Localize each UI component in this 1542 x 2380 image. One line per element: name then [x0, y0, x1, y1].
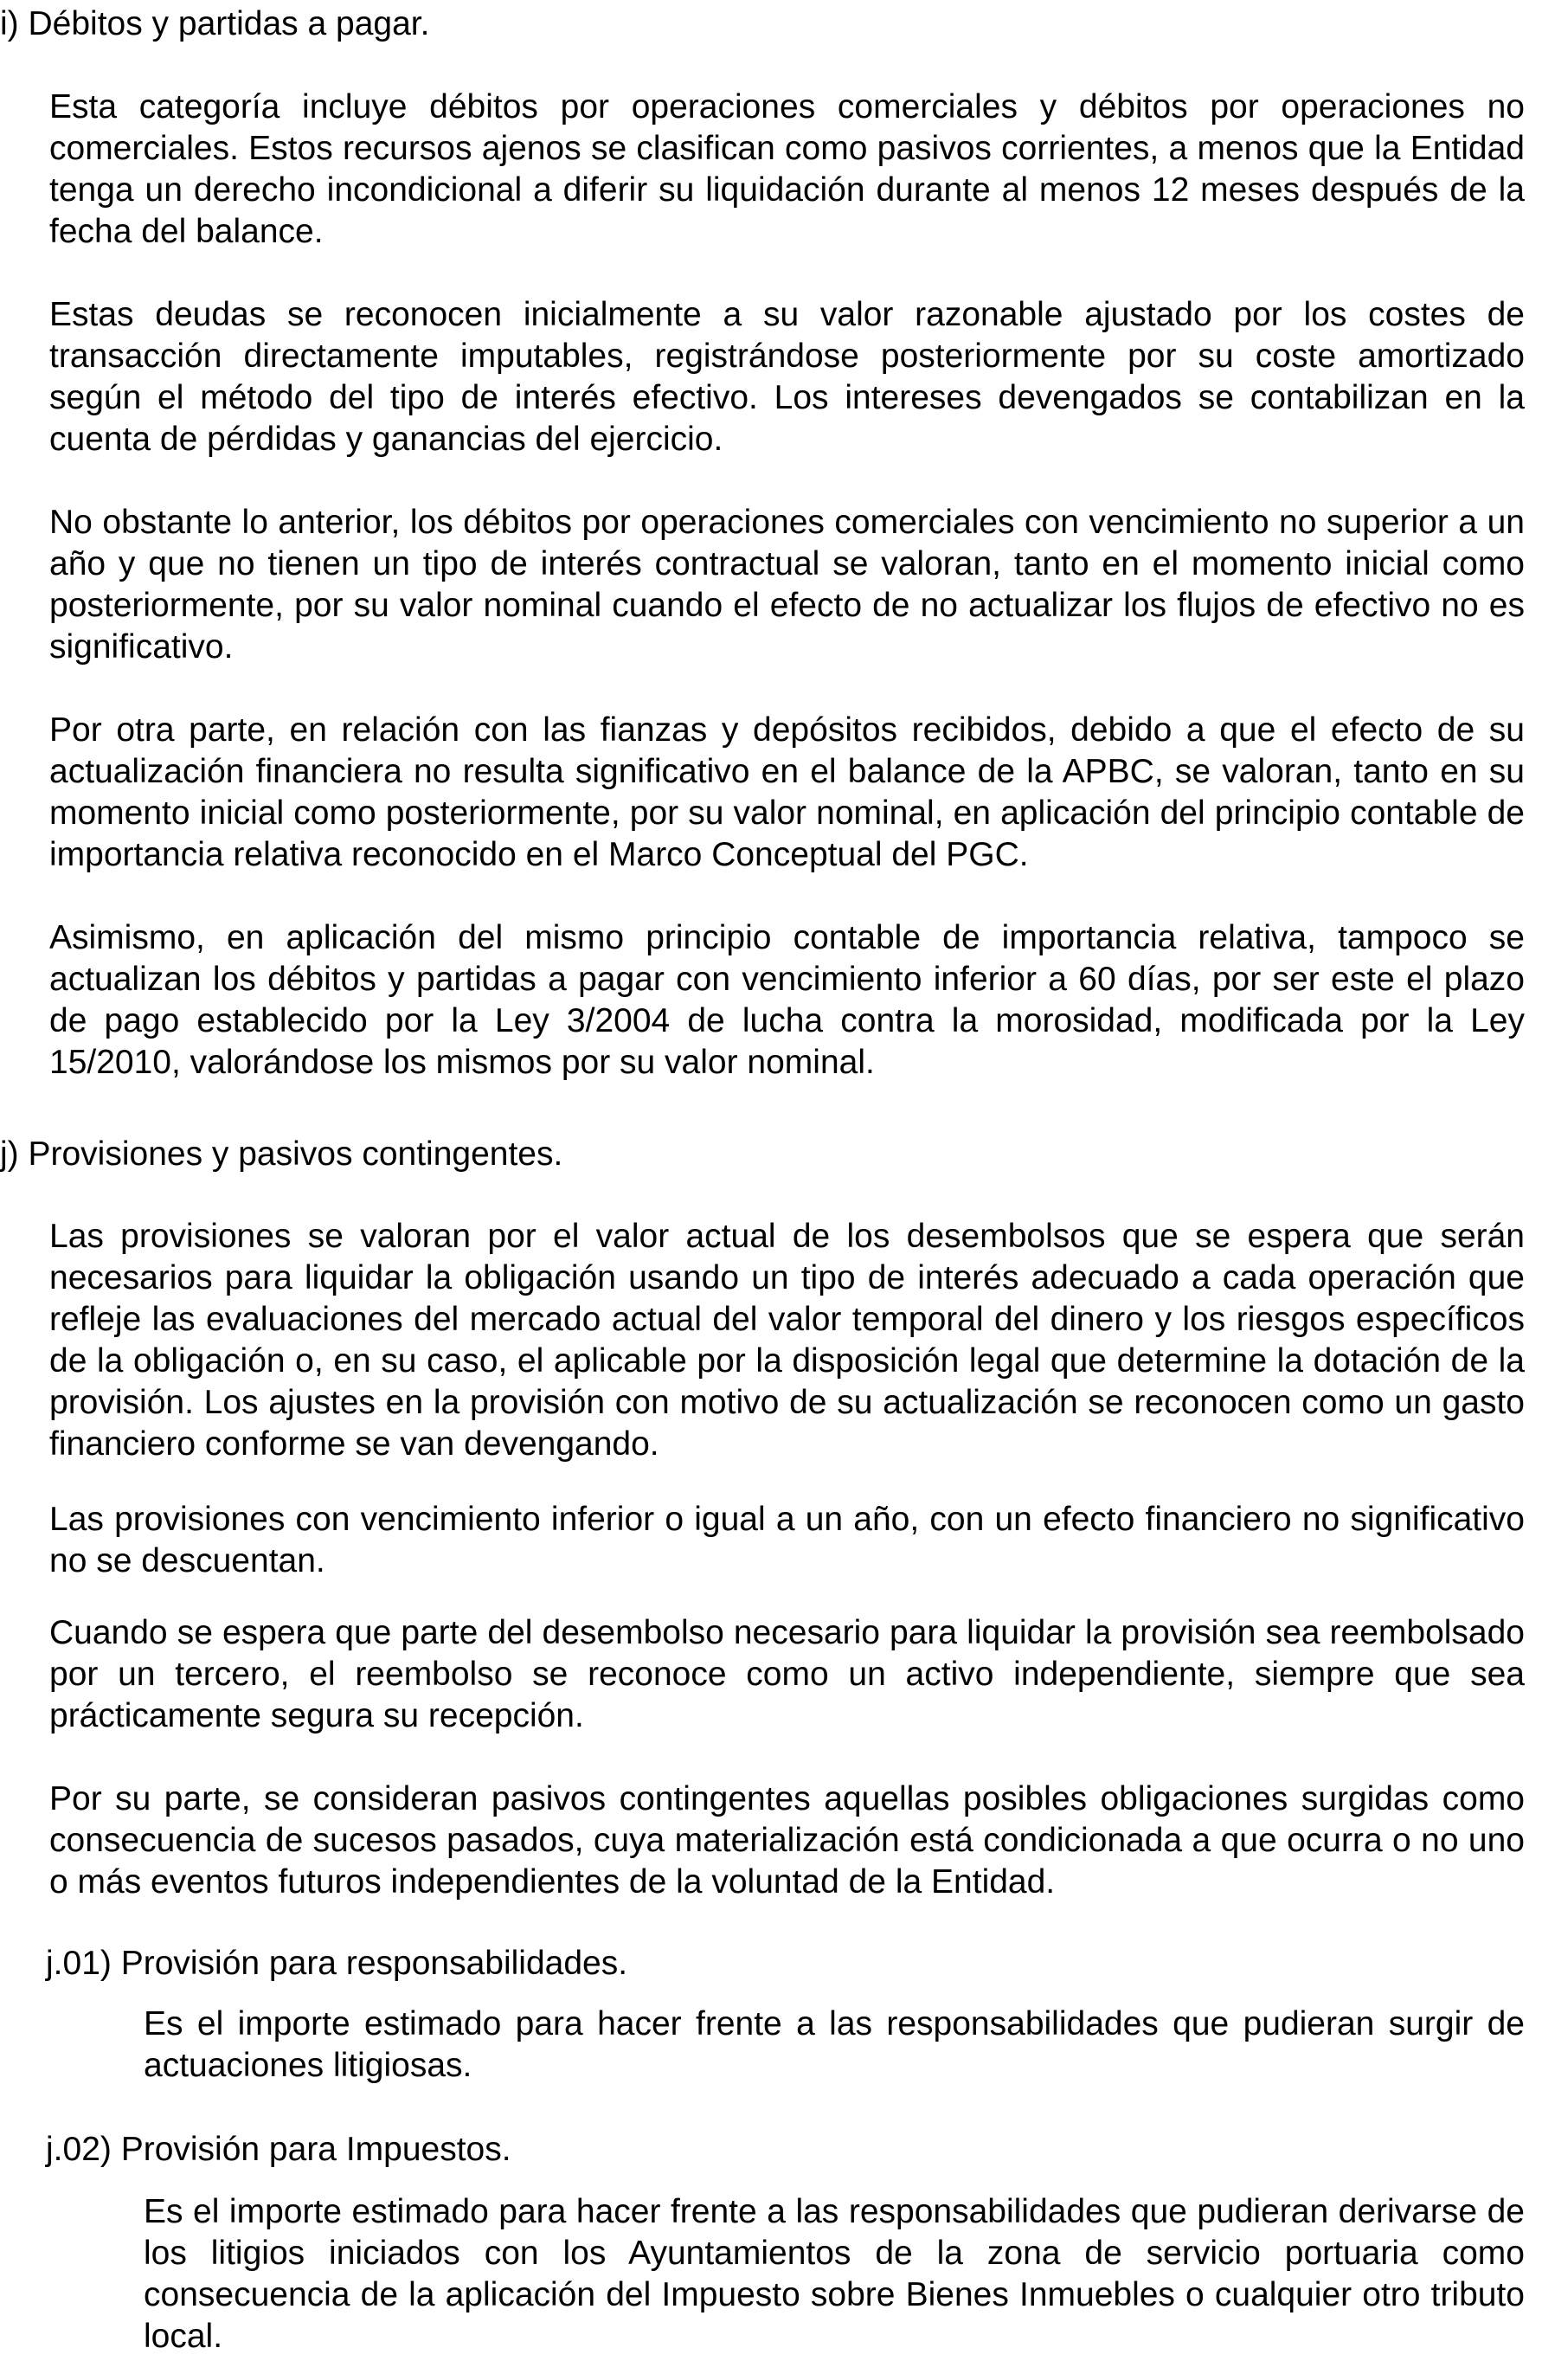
subsection-j01-heading: j.01) Provisión para responsabilidades. — [46, 1945, 628, 1982]
section-j-paragraph-1: Las provisiones se valoran por el valor actual de los desembolsos que se espera que serán necesarios para liquidar la obligación usando un tipo de interés adecuado a cada operación que refleje las evaluaciones del mercado actual del valor temporal del dinero y los riesgos específicos de la obligación o, en su caso, el aplicable por la disposición legal que determine la dotación de la provisión. Los ajustes en la provisión con motivo de su actualización se reconocen como un gasto financiero conforme se van devengando. — [49, 1218, 1525, 1463]
section-i-paragraph-2: Estas deudas se reconocen inicialmente a su valor razonable ajustado por los costes de transacción directamente imputables, registrándose posteriormente por su coste amortizado según el método del tipo de interés efectivo. Los intereses devengados se contabilizan en la cuenta de pérdidas y ganancias del ejercicio. — [49, 296, 1525, 458]
subsection-j01-text: Es el importe estimado para hacer frente a las responsabilidades que pudieran surgir de actuaciones litigiosas. — [144, 2005, 1525, 2084]
section-i-paragraph-3: No obstante lo anterior, los débitos por operaciones comerciales con vencimiento no superior a un año y que no tienen un tipo de interés contractual se valoran, tanto en el momento inicial como posteriormente, por su valor nominal cuando el efecto de no actualizar los flujos de efectivo no es significativo. — [49, 504, 1525, 666]
section-j-paragraph-3: Cuando se espera que parte del desembolso necesario para liquidar la provisión sea reembolsado por un tercero, el reembolso se reconoce como un activo independiente, siempre que sea prácticamente segura su recepción. — [49, 1614, 1525, 1734]
subsection-j02-heading: j.02) Provisión para Impuestos. — [46, 2131, 511, 2168]
section-j-paragraph-2: Las provisiones con vencimiento inferior o igual a un año, con un efecto financiero no significativo no se descuentan. — [49, 1501, 1525, 1579]
section-j-heading: j) Provisiones y pasivos contingentes. — [0, 1135, 563, 1173]
section-i-heading: i) Débitos y partidas a pagar. — [0, 5, 430, 42]
section-i-paragraph-1: Esta categoría incluye débitos por operaciones comerciales y débitos por operaciones no comerciales. Estos recursos ajenos se clasifican como pasivos corrientes, a menos que la Entidad tenga un derecho incondicional a diferir su liquidación durante al menos 12 meses después de la fecha del balance. — [49, 88, 1525, 250]
section-i-paragraph-4: Por otra parte, en relación con las fianzas y depósitos recibidos, debido a que el efecto de su actualización financiera no resulta significativo en el balance de la APBC, se valoran, tanto en su momento inicial como posteriormente, por su valor nominal, en aplicación del principio contable de importancia relativa reconocido en el Marco Conceptual del PGC. — [49, 711, 1525, 873]
section-i-paragraph-5: Asimismo, en aplicación del mismo principio contable de importancia relativa, tampoco se actualizan los débitos y partidas a pagar con vencimiento inferior a 60 días, por ser este el plazo de pago establecido por la Ley 3/2004 de lucha contra la morosidad, modificada por la Ley 15/2010, valorándose los mismos por su valor nominal. — [49, 919, 1525, 1081]
subsection-j02-text: Es el importe estimado para hacer frente a las responsabilidades que pudieran derivarse de los litigios iniciados con los Ayuntamientos de la zona de servicio portuaria como consecuencia de la aplicación del Impuesto sobre Bienes Inmuebles o cualquier otro tributo local. — [144, 2193, 1525, 2355]
section-j-paragraph-4: Por su parte, se consideran pasivos contingentes aquellas posibles obligaciones surgidas como consecuencia de sucesos pasados, cuya materialización está condicionada a que ocurra o no uno o más eventos futuros independientes de la voluntad de la Entidad. — [49, 1780, 1525, 1901]
